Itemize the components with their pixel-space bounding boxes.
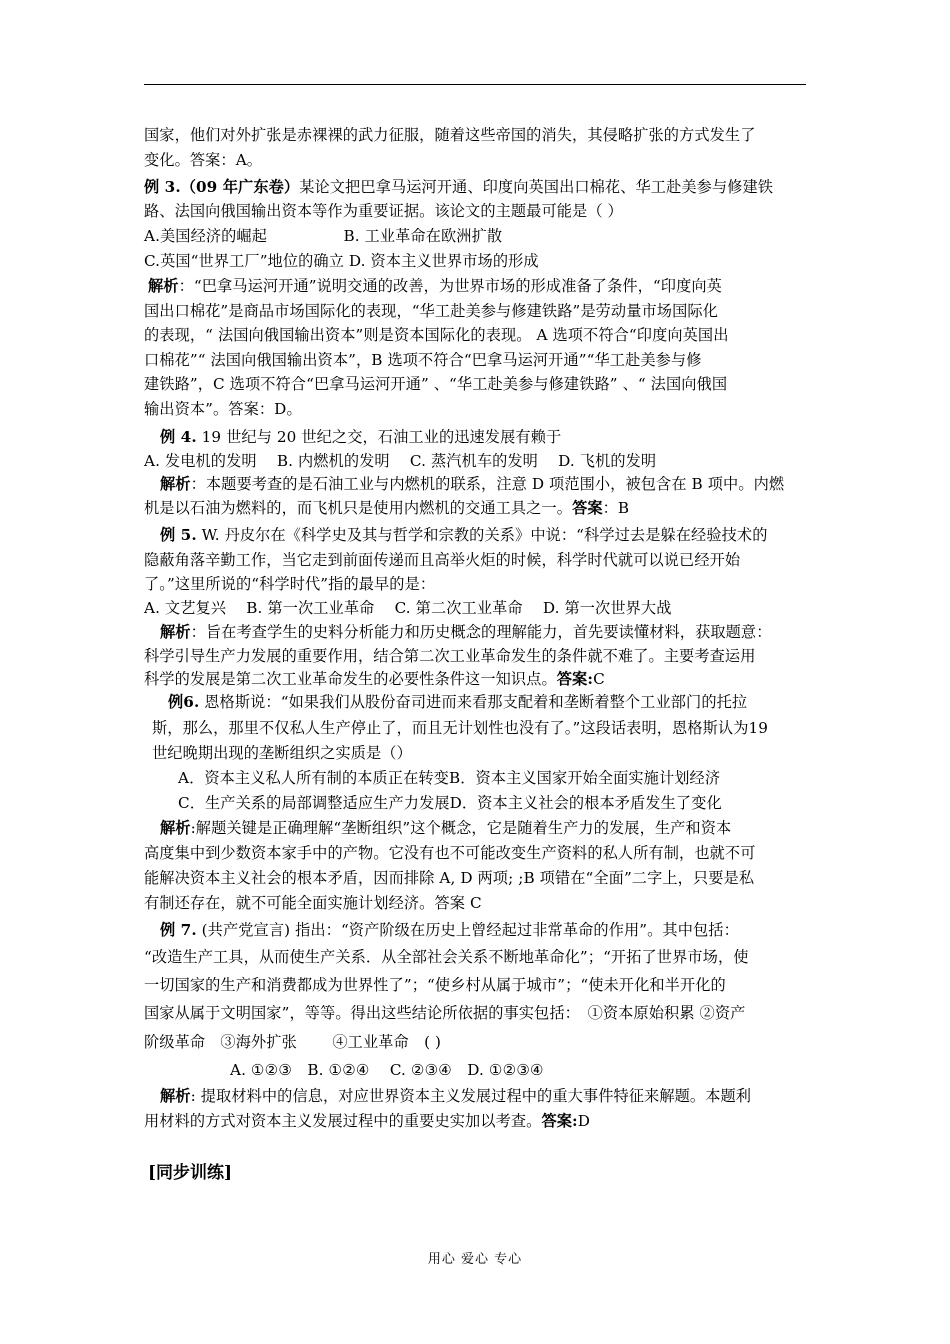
text-run: A. ①②③ B. ①②④ C. ②③④ D. ①②③④ [230,1061,544,1079]
text-run: ：本题要考查的是石油工业与内燃机的联系，注意 D 项范围小，被包含在 B 项中。内燃 [190,475,785,493]
text-run: C.英国“世界工厂”地位的确立 D. 资本主义世界市场的形成 [144,252,539,270]
text-line [152,742,412,764]
bold-text: 答案: [541,1112,578,1130]
text-line [144,597,672,619]
text-line [144,176,773,198]
text-line [160,473,784,495]
text-line [144,867,754,889]
text-line [144,149,262,171]
text-line [144,373,727,395]
text-run: 口棉花”“ 法国向俄国输出资本”，B 选项不符合“巴拿马运河开通”“华工赴美参与修 [144,351,702,369]
text-run: 斯，那么，那里不仅私人生产停止了，而且无计划性也没有了。”这段话表明，恩格斯认为19 [152,719,769,737]
page-footer: 用心 爱心 专心 [427,1252,523,1267]
text-run: 输出资本”。答案：D。 [144,400,302,418]
text-line [144,300,718,322]
text-line [160,621,772,643]
bold-text: 例 5. [160,526,197,544]
text-run: 19 世纪与 20 世纪之交，石油工业的迅速发展有赖于 [196,428,562,446]
text-run: A. 发电机的发明 B. 内燃机的发明 C. 蒸汽机车的发明 D. 飞机的发明 [144,452,657,470]
text-run: 了。”这里所说的“科学时代”指的最早的是： [144,575,436,593]
bold-text: 例 7. [160,921,197,939]
text-line [160,919,739,941]
text-line [148,275,722,297]
text-run: 隐蔽角落辛勤工作，当它走到前面传递而且高举火炬的时候，科学时代就可以说已经开始 [144,551,741,569]
text-run: 某论文把巴拿马运河开通、印度向英国出口棉花、华工赴美参与修建铁 [299,178,774,196]
text-line [144,225,502,247]
text-run: (共产党宣言) 指出：“资产阶级在历史上曾经起过非常革命的作用”。其中包括： [196,921,739,939]
text-line [144,974,726,996]
text-run: 国家，他们对外扩张是赤裸裸的武力征服，随着这些帝国的消失，其侵略扩张的方式发生了 [144,126,756,144]
text-line [144,946,749,968]
bold-text: 解析 [160,475,191,493]
text-run: “改造生产工具，从而使生产关系．从全部社会关系不断地革命化”；“开拓了世界市场，使 [144,948,749,966]
text-run: 的表现，“ 法国向俄国输出资本”则是资本国际化的表现。 A 选项不符合“印度向英国出 [144,326,729,344]
bold-text: 例6. [168,693,200,711]
text-line [144,497,629,519]
text-run: 科学引导生产力发展的重要作用，结合第二次工业革命发生的条件就不难了。主要考查运用 [144,647,756,665]
text-line [152,717,768,739]
bold-text: 解析 [160,1087,191,1105]
text-line [144,1002,745,1024]
text-line [144,200,623,222]
bold-text: 解析 [148,277,179,295]
text-run: 世纪晚期出现的垄断组织之实质是（） [152,744,412,762]
text-line [144,842,756,864]
text-line [144,1110,590,1132]
text-line [144,573,435,595]
text-line [144,1031,441,1053]
bold-text: 答案 [572,499,603,517]
bold-text: 例 4. [160,428,197,446]
bold-text: 例 3.（09 年广东卷） [144,178,300,196]
text-run: 国家从属于文明国家”，等等。得出这些结论所依据的事实包括： ①资本原始积累 ②资产 [144,1004,746,1022]
text-run: 国出口棉花”是商品市场国际化的表现，“华工赴美参与修建铁路”是劳动量市场国际化 [144,302,718,320]
text-line [160,817,731,839]
text-run: W. 丹皮尔在《科学史及其与哲学和宗教的关系》中说：“科学过去是躲在经验技术的 [196,526,768,544]
text-run: 能解决资本主义社会的根本矛盾，因而排除 A, D 两项; ;B 项错在“全面”二字上，只要是私 [144,869,755,887]
text-run: A. 文艺复兴 B. 第一次工业革命 C. 第二次工业革命 D. 第一次世界大战 [144,599,672,617]
bold-text: 解析 [160,623,191,641]
text-line [160,524,768,546]
text-line [144,324,729,346]
text-run: 一切国家的生产和消费都成为世界性了”；“使乡村从属于城市”；“使未开化和半开化的 [144,976,726,994]
text-line [178,792,722,814]
text-line [144,398,302,420]
text-run: 有制还存在，就不可能全面实施计划经济。答案 C [144,894,482,912]
text-run: 用材料的方式对资本主义发展过程中的重要史实加以考查。 [144,1112,542,1130]
text-line [230,1059,544,1081]
text-run: ：B [602,499,630,517]
text-run: 变化。答案：A。 [144,151,263,169]
text-line [144,124,756,146]
text-line [144,250,539,272]
text-run: 恩格斯说：“如果我们从股份奋司进而来看那支配着和垄断着整个工业部门的托拉 [199,693,748,711]
text-run: C [593,670,605,688]
text-line [144,645,756,667]
bold-text: 答案: [556,670,594,688]
text-run: A.美国经济的崛起 B. 工业革命在欧洲扩散 [144,227,503,245]
text-line [160,426,561,448]
text-run: 机是以石油为燃料的，而飞机只是使用内燃机的交通工具之一。 [144,499,573,517]
text-run: D [577,1112,591,1130]
text-run: 科学的发展是第二次工业革命发生的必要性条件这一知识点。 [144,670,557,688]
bold-text: 解析 [160,819,191,837]
text-line [144,668,605,690]
text-run: 高度集中到少数资本家手中的产物。它没有也不可能改变生产资料的私人所有制，也就不可 [144,844,756,862]
text-line [168,691,747,713]
text-run: ：“巴拿马运河开通”说明交通的改善，为世界市场的形成准备了条件，“印度向英 [178,277,722,295]
section-title: [同步训练] [148,1163,233,1183]
header-rule [144,84,806,85]
text-line [144,349,702,371]
text-run: ：旨在考查学生的史料分析能力和历史概念的理解能力，首先要读懂材料，获取题意： [190,623,772,641]
text-run: A．资本主义私人所有制的本质正在转变B．资本主义国家开始全面实施计划经济 [178,769,721,787]
text-line [178,767,720,789]
text-line [144,450,656,472]
text-run: C．生产关系的局部调整适应生产力发展D．资本主义社会的根本矛盾发生了变化 [178,794,722,812]
text-run: :解题关键是正确理解“垄断组织”这个概念，它是随着生产力的发展，生产和资本 [190,819,732,837]
text-run: 建铁路”，C 选项不符合“巴拿马运河开通” 、“华工赴美参与修建铁路” 、“ 法国向俄国 [144,375,728,393]
text-line [160,1085,751,1107]
text-run: : 提取材料中的信息，对应世界资本主义发展过程中的重大事件特征来解题。本题利 [190,1087,752,1105]
text-run: 阶级革命 ③海外扩张 ④工业革命 ( ) [144,1033,442,1051]
text-run: 路、法国向俄国输出资本等作为重要证据。该论文的主题最可能是（ ） [144,202,623,220]
text-line [144,892,482,914]
text-line [144,549,740,571]
